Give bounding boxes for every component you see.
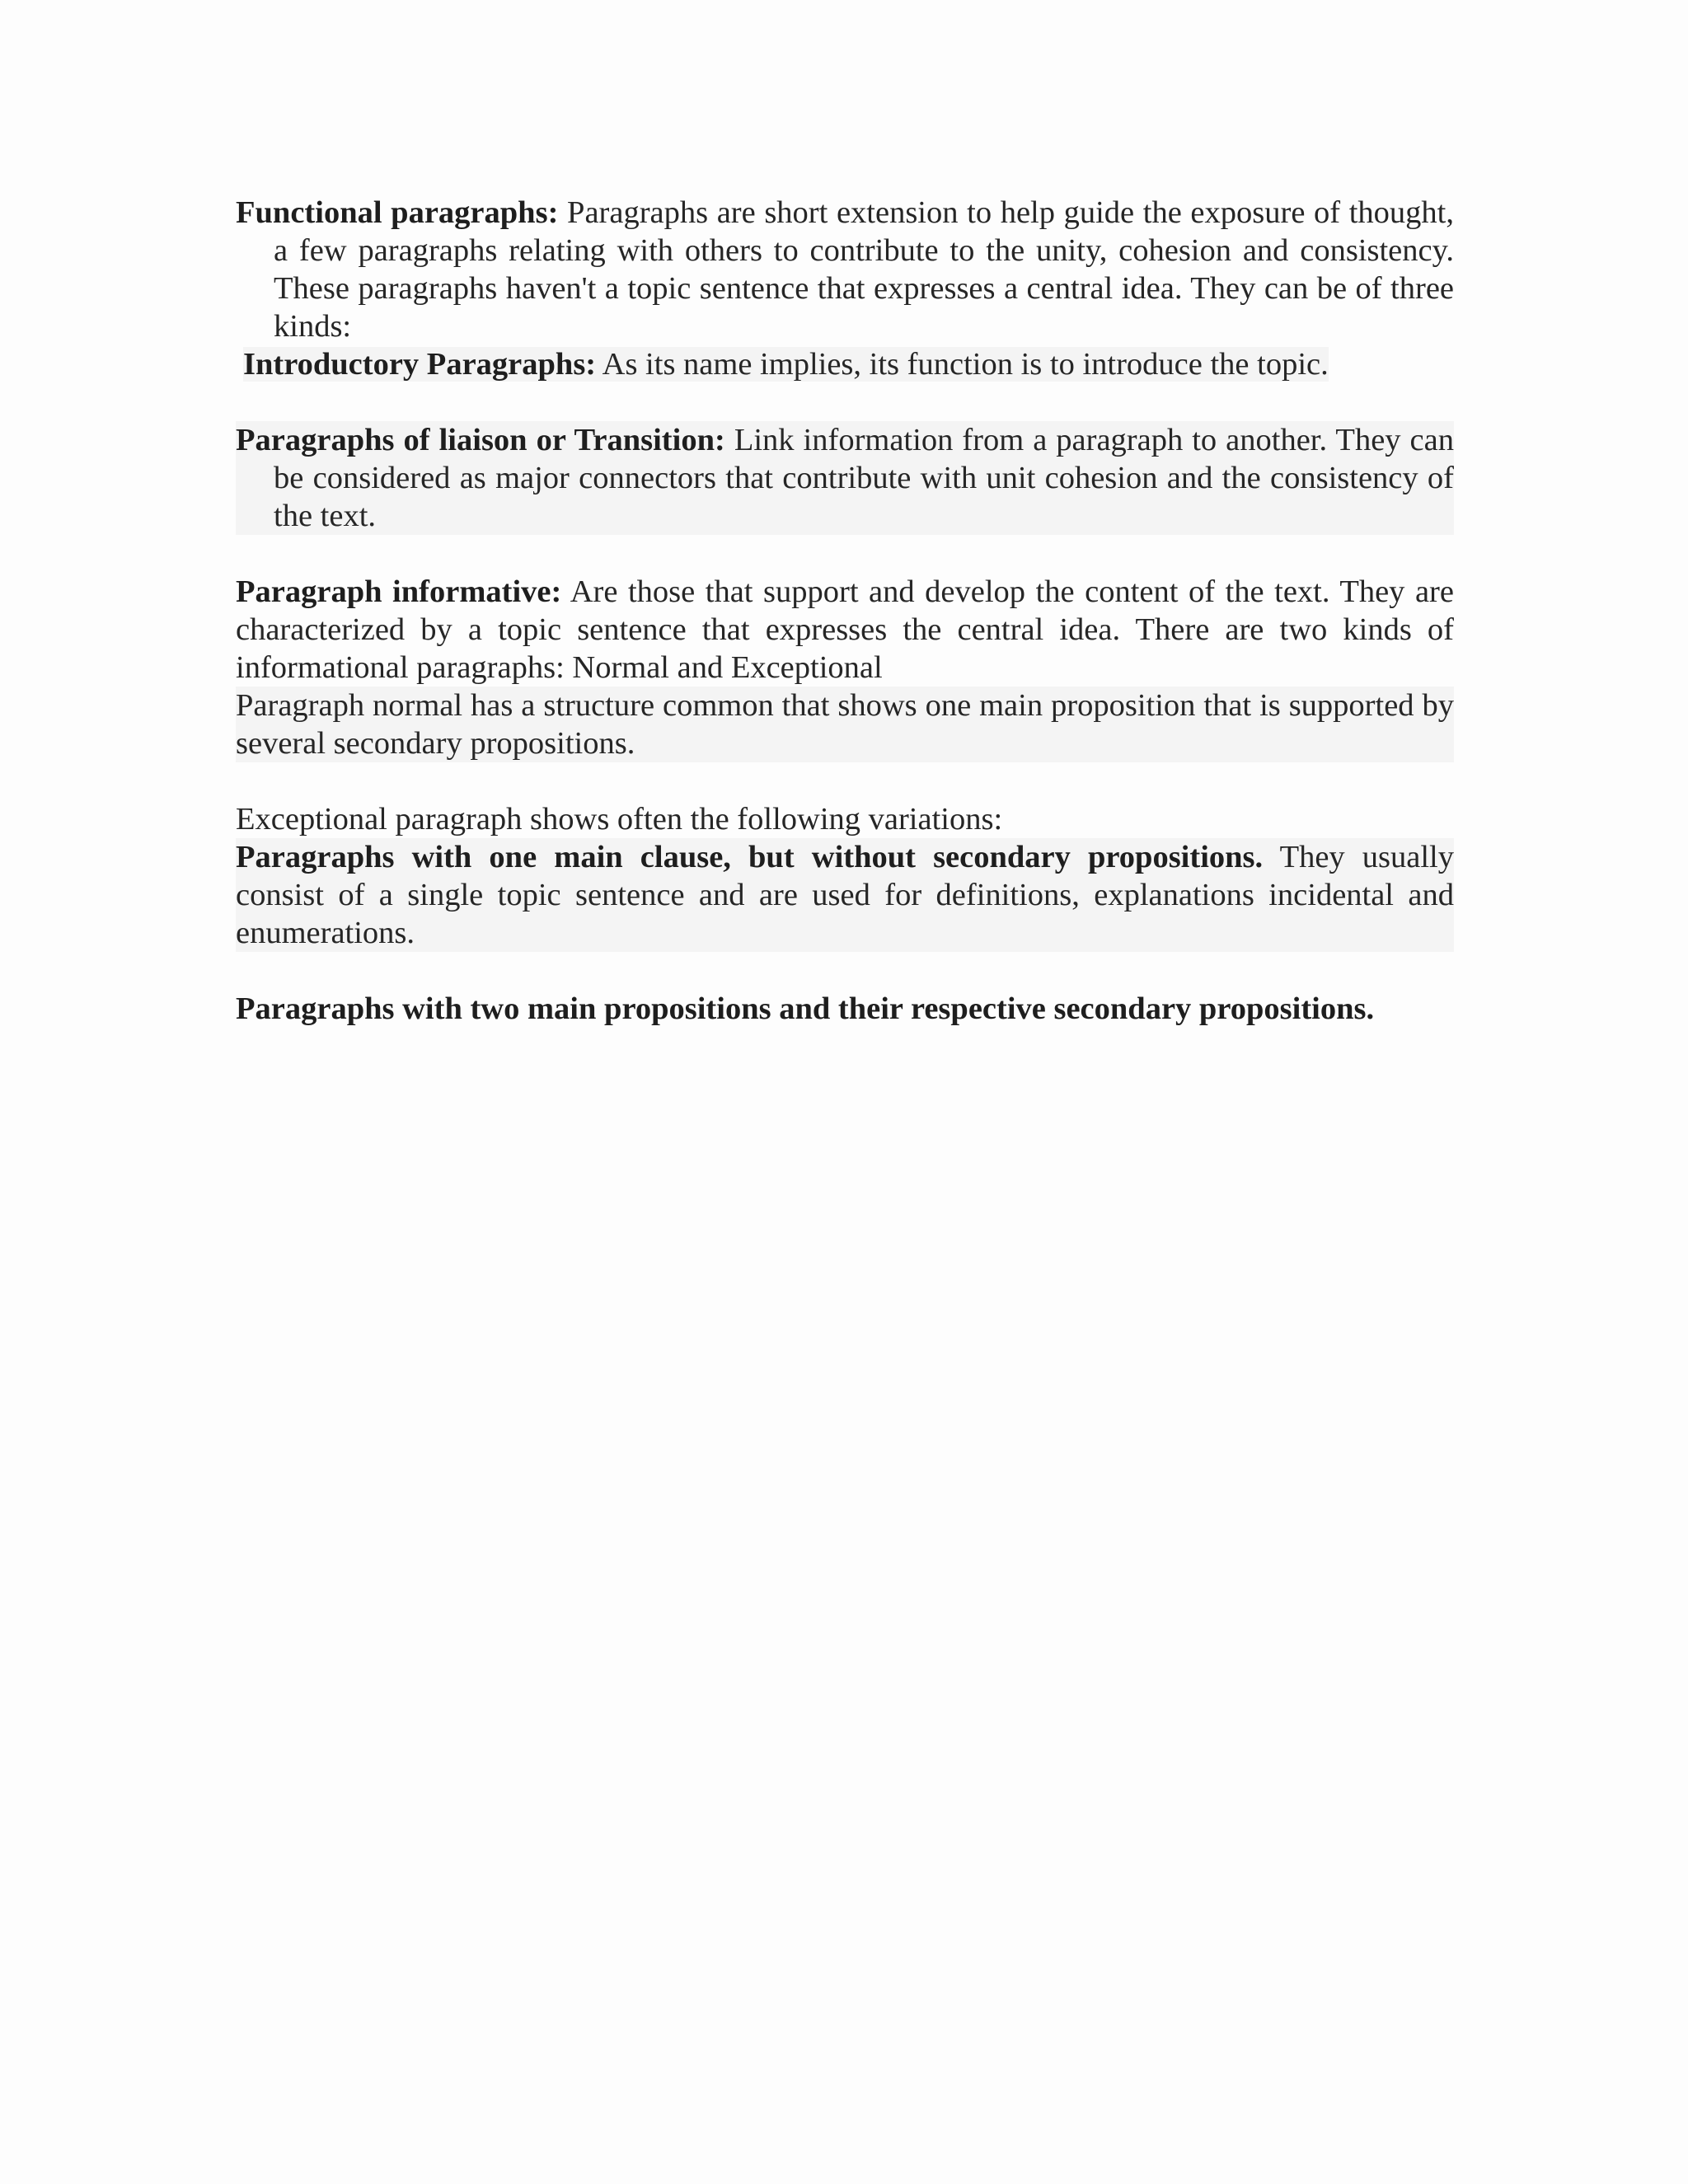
variation-one-paragraph	[236, 838, 1454, 952]
normal-paragraph	[236, 687, 1454, 762]
transition-paragraph	[236, 421, 1454, 535]
variation-one-text: They usually consist of a single topic sentence and are used for definitions, explanations incidental and enumerations.	[236, 840, 1454, 950]
variation-two-heading: Paragraphs with two main propositions and their respective secondary propositions.	[236, 991, 1375, 1026]
exceptional-intro	[236, 800, 1454, 838]
transition-heading: Paragraphs of liaison or Transition:	[236, 423, 725, 457]
variation-two-paragraph	[236, 990, 1454, 1028]
functional-text: Paragraphs are short extension to help guide the exposure of thought, a few paragraphs relating with others to contribute to the unity, cohesion and consistency. These paragraphs haven't a topic sentence that expresses a central idea. They can be of three kinds:	[274, 195, 1454, 344]
variation-one-heading: Paragraphs with one main clause, but without secondary propositions.	[236, 840, 1264, 874]
introductory-heading: Introductory Paragraphs:	[243, 347, 597, 382]
spacer	[236, 952, 1454, 990]
exceptional-intro-text: Exceptional paragraph shows often the following variations:	[236, 802, 1003, 837]
introductory-text: As its name implies, its function is to introduce the topic.	[602, 347, 1329, 382]
document-body	[236, 194, 1454, 1028]
informative-paragraph	[236, 573, 1454, 687]
functional-heading: Functional paragraphs:	[236, 195, 559, 230]
functional-paragraph	[236, 194, 1454, 345]
informative-text: Are those that support and develop the content of the text. They are characterized by a topic sentence that expresses the central idea. There are two kinds of informational paragraphs: Normal and Exceptional	[236, 574, 1454, 685]
introductory-paragraph	[236, 345, 1454, 383]
transition-text: Link information from a paragraph to another. They can be considered as major connectors that contribute with unit cohesion and the consistency of the text.	[274, 423, 1454, 533]
informative-heading: Paragraph informative:	[236, 574, 562, 609]
spacer	[236, 762, 1454, 800]
introductory-highlight	[243, 347, 1329, 382]
normal-text: Paragraph normal has a structure common that shows one main proposition that is supported by several secondary propositions.	[236, 688, 1454, 761]
spacer	[236, 535, 1454, 573]
spacer	[236, 383, 1454, 421]
